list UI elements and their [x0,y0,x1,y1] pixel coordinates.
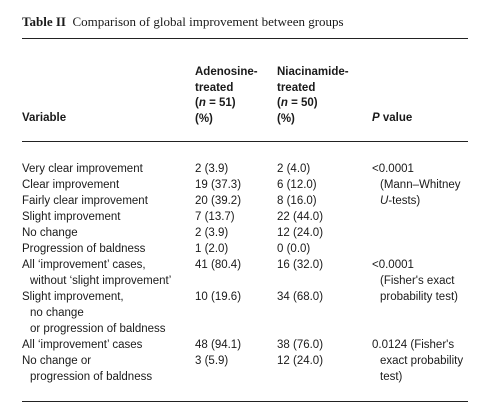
table-caption [22,14,344,30]
p-value-cell: U-tests) [380,195,421,207]
adenosine-cell: 20 (39.2) [195,195,242,207]
niacinamide-cell: 2 (4.0) [277,163,311,175]
top-rule [22,38,468,39]
adenosine-cell: 7 (13.7) [195,211,235,223]
table-row [0,210,480,225]
variable-cell: without ‘slight improvement’ [30,275,172,287]
variable-cell: No change [22,227,78,239]
table-label: Table II [22,14,66,29]
table-row [0,370,480,385]
p-value-cell: probability test) [380,291,458,303]
p-value-cell: 0.0124 (Fisher's [372,339,455,351]
variable-cell: progression of baldness [30,371,153,383]
adenosine-cell: 48 (94.1) [195,339,242,351]
variable-cell: No change or [22,355,92,367]
niacinamide-cell: 0 (0.0) [277,243,311,255]
table-row [0,274,480,289]
variable-cell: All ‘improvement’ cases, [22,259,146,271]
table-row [0,242,480,257]
variable-cell: Progression of baldness [22,243,146,255]
p-value-cell: <0.0001 [372,163,414,175]
niacinamide-cell: 8 (16.0) [277,195,317,207]
adenosine-cell: 2 (3.9) [195,163,229,175]
table-row [0,194,480,209]
niacinamide-cell: 12 (24.0) [277,355,324,367]
table-row [0,178,480,193]
p-value-cell: <0.0001 [372,259,414,271]
table-row [0,322,480,337]
table-row [0,258,480,273]
variable-cell: Slight improvement, [22,291,124,303]
niacinamide-cell: 16 (32.0) [277,259,324,271]
niacinamide-cell: 38 (76.0) [277,339,324,351]
p-value-cell: (Mann–Whitney [380,179,461,191]
variable-cell: no change [30,307,84,319]
adenosine-cell: 2 (3.9) [195,227,229,239]
header-rule [22,141,468,142]
table-title: Comparison of global improvement between groups [72,14,344,29]
adenosine-cell: 41 (80.4) [195,259,242,271]
header-adenosine: Adenosine- treated (n = 51) (%) [195,66,258,125]
niacinamide-cell: 12 (24.0) [277,227,324,239]
table-row [0,306,480,321]
adenosine-cell: 1 (2.0) [195,243,229,255]
table-row [0,226,480,241]
table-row [0,162,480,177]
variable-cell: Very clear improvement [22,163,143,175]
header-variable: Variable [22,112,67,124]
adenosine-cell: 19 (37.3) [195,179,242,191]
niacinamide-cell: 6 (12.0) [277,179,317,191]
variable-cell: Fairly clear improvement [22,195,148,207]
p-value-cell: test) [380,371,403,383]
p-value-cell: (Fisher's exact [380,275,455,287]
niacinamide-cell: 34 (68.0) [277,291,324,303]
p-value-cell: exact probability [380,355,464,367]
adenosine-cell: 10 (19.6) [195,291,242,303]
niacinamide-cell: 22 (44.0) [277,211,324,223]
variable-cell: Clear improvement [22,179,120,191]
header-niacinamide: Niacinamide- treated (n = 50) (%) [277,66,349,125]
adenosine-cell: 3 (5.9) [195,355,229,367]
bottom-rule [22,401,468,402]
header-p-value: P value [372,112,413,124]
table-row [0,338,480,353]
variable-cell: Slight improvement [22,211,121,223]
table-row [0,290,480,305]
variable-cell: All ‘improvement’ cases [22,339,143,351]
table-row [0,354,480,369]
variable-cell: or progression of baldness [30,323,166,335]
